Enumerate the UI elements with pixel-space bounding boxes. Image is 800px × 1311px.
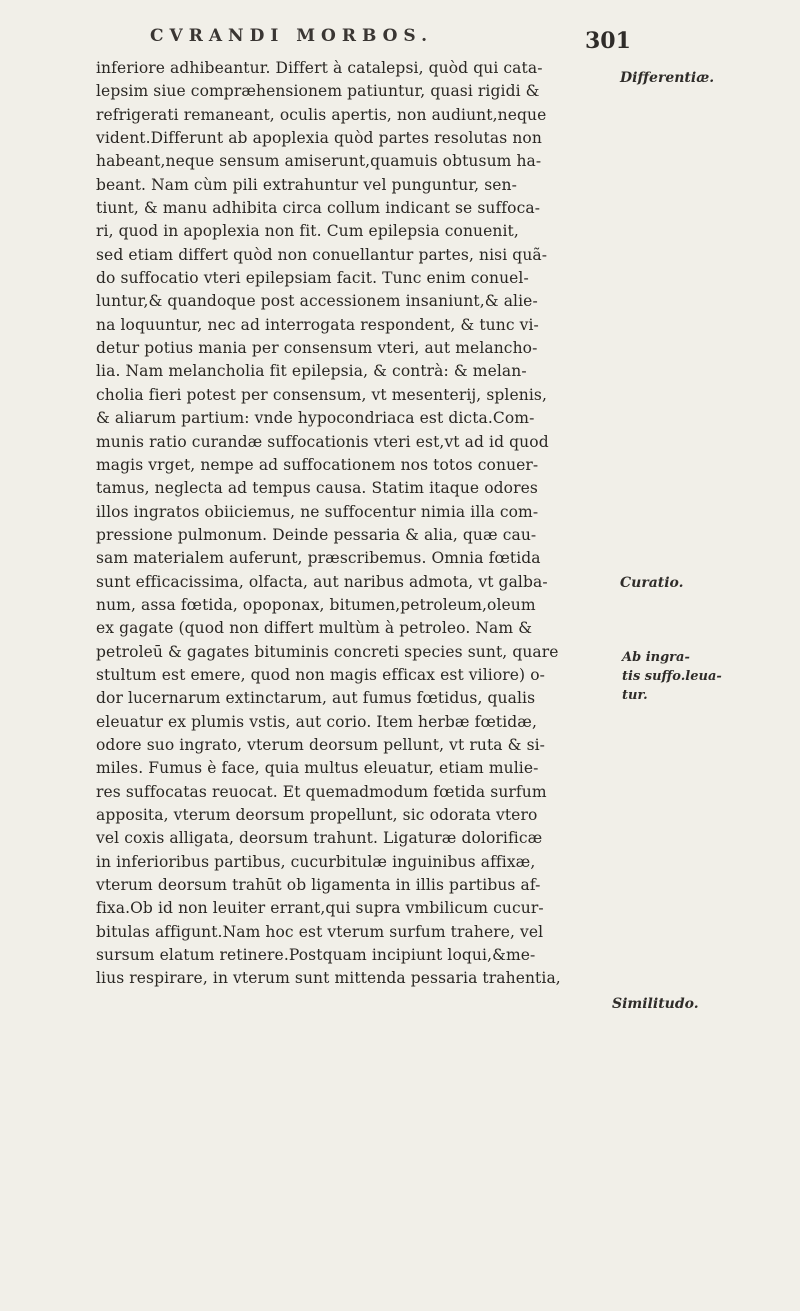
text-line: luntur,& quandoque post accessionem insaniunt,& alie- bbox=[96, 292, 538, 311]
text-line: ex gagate (quod non differt multùm à petroleo. Nam & bbox=[96, 619, 533, 638]
margin-note-ab-ingratis bbox=[622, 648, 722, 705]
text-line: petroleū & gagates bituminis concreti species sunt, quare bbox=[96, 642, 559, 661]
text-line: inferiore adhibeantur. Differt à catalepsi, quòd qui cata- bbox=[96, 59, 543, 77]
running-head: CVRANDI MORBOS. bbox=[150, 26, 434, 46]
margin-note-line: tur. bbox=[622, 688, 648, 703]
text-line: illos ingratos obiiciemus, ne suffocentur nimia illa com- bbox=[96, 502, 539, 521]
text-line: bitulas affigunt.Nam hoc est vterum surfum trahere, vel bbox=[96, 922, 544, 941]
text-line: magis vrget, nempe ad suffocationem nos totos conuer- bbox=[96, 455, 539, 474]
text-line: stultum est emere, quod non magis efficax est viliore) o- bbox=[96, 665, 545, 684]
text-line: detur potius mania per consensum vteri, aut melancho- bbox=[96, 339, 538, 358]
text-line: sursum elatum retinere.Postquam incipiunt loqui,&me- bbox=[96, 946, 536, 965]
blank-page-area bbox=[0, 1090, 800, 1311]
text-line: cholia fieri potest per consensum, vt mesenterij, splenis, bbox=[96, 385, 547, 404]
text-line: munis ratio curandæ suffocationis vteri est,vt ad id quod bbox=[96, 432, 549, 451]
margin-note-differentiae: Differentiæ. bbox=[620, 70, 715, 86]
text-line: tamus, neglecta ad tempus causa. Statim itaque odores bbox=[96, 479, 538, 498]
text-line: in inferioribus partibus, cucurbitulæ inguinibus affixæ, bbox=[96, 852, 536, 871]
text-line: vterum deorsum trahūt ob ligamenta in illis partibus af- bbox=[96, 876, 541, 895]
body-text bbox=[96, 57, 604, 991]
text-line: lia. Nam melancholia fit epilepsia, & contrà: & melan- bbox=[96, 362, 527, 381]
text-line: apposita, vterum deorsum propellunt, sic odorata vtero bbox=[96, 806, 538, 824]
text-line: sed etiam differt quòd non conuellantur partes, nisi quã- bbox=[96, 245, 548, 264]
text-line: tiunt, & manu adhibita circa collum indicant se suffoca- bbox=[96, 199, 541, 218]
margin-note-line: Ab ingra- bbox=[622, 650, 690, 665]
text-line: lepsim siue compræhensionem patiuntur, quasi rigidi & bbox=[96, 82, 540, 101]
text-line: do suffocatio vteri epilepsiam facit. Tunc enim conuel- bbox=[96, 269, 529, 288]
text-line: fixa.Ob id non leuiter errant,qui supra vmbilicum cucur- bbox=[96, 899, 544, 918]
text-line: na loquuntur, nec ad interrogata respondent, & tunc vi- bbox=[96, 315, 539, 334]
text-line: & aliarum partium: vnde hypocondriaca est dicta.Com- bbox=[96, 409, 535, 428]
text-line: beant. Nam cùm pili extrahuntur vel punguntur, sen- bbox=[96, 175, 517, 194]
text-line: ri, quod in apoplexia non fit. Cum epilepsia conuenit, bbox=[96, 222, 519, 241]
text-line: num, assa fœtida, opoponax, bitumen,petroleum,oleum bbox=[96, 595, 536, 614]
text-line: refrigerati remaneant, oculis apertis, non audiunt,neque bbox=[96, 105, 547, 124]
text-line: eleuatur ex plumis vstis, aut corio. Item herbæ fœtidæ, bbox=[96, 712, 537, 731]
text-line: vident.Differunt ab apoplexia quòd partes resolutas non bbox=[96, 129, 542, 148]
text-line: pressione pulmonum. Deinde pessaria & alia, quæ cau- bbox=[96, 525, 537, 544]
text-line: res suffocatas reuocat. Et quemadmodum fœtida surfum bbox=[96, 782, 547, 801]
text-line: sam materialem auferunt, præscribemus. Omnia fœtida bbox=[96, 549, 541, 568]
text-line: miles. Fumus è face, quia multus eleuatur, etiam mulie- bbox=[96, 759, 539, 778]
text-line: sunt efficacissima, olfacta, aut naribus admota, vt galba- bbox=[96, 572, 548, 591]
page-number: 301 bbox=[585, 28, 631, 54]
text-line: vel coxis alligata, deorsum trahunt. Ligaturæ dolorificæ bbox=[96, 829, 543, 848]
margin-note-similitudo: Similitudo. bbox=[612, 996, 699, 1012]
text-line: habeant,neque sensum amiserunt,quamuis obtusum ha- bbox=[96, 152, 542, 171]
text-line: lius respirare, in vterum sunt mittenda pessaria trahentia, bbox=[96, 969, 561, 988]
margin-note-curatio: Curatio. bbox=[620, 575, 684, 591]
text-line: odore suo ingrato, vterum deorsum pellunt, vt ruta & si- bbox=[96, 735, 546, 754]
margin-note-line: tis suffo.leua- bbox=[622, 669, 722, 684]
text-line: dor lucernarum extinctarum, aut fumus fœtidus, qualis bbox=[96, 689, 536, 708]
